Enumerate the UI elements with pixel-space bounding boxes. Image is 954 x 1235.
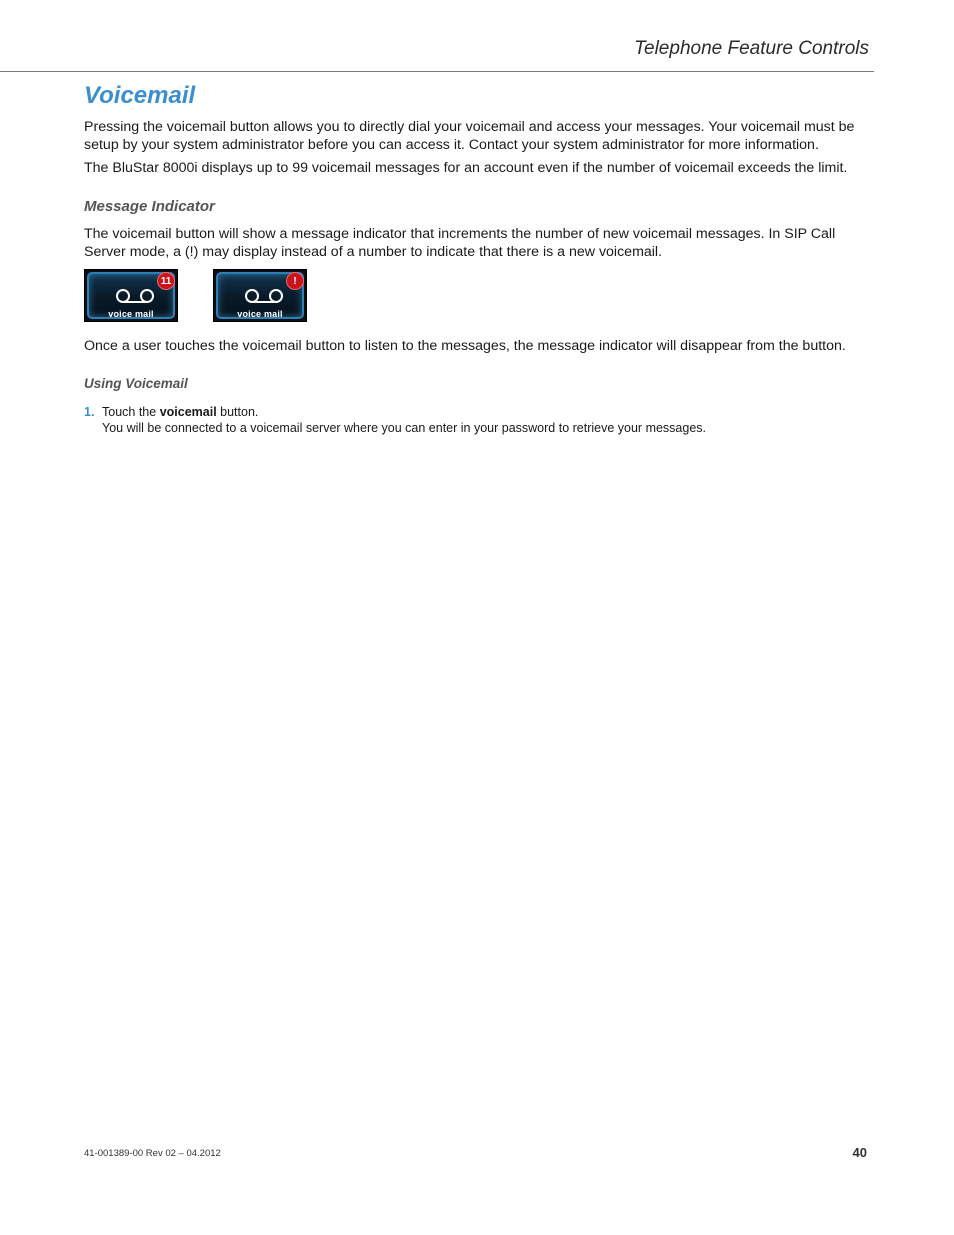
section-title: Telephone Feature Controls	[634, 38, 869, 59]
message-count-badge: 11	[157, 272, 175, 290]
page-number: 40	[852, 1145, 867, 1160]
step-body	[102, 404, 870, 436]
step-instruction	[102, 404, 870, 420]
voicemail-button-exclamation-badge[interactable]	[213, 269, 307, 322]
voicemail-button-examples	[84, 269, 870, 323]
indicator-disappear-paragraph: Once a user touches the voicemail button to listen to the messages, the message indicator will disappear from the button.	[84, 338, 846, 354]
message-indicator-paragraph: The voicemail button will show a message indicator that increments the number of new voicemail messages. In SIP Call Server mode, a (!) may display instead of a number to indicate that there is a new voicemail.	[84, 226, 836, 260]
document-number: 41-001389-00 Rev 02 – 04.2012	[84, 1148, 221, 1159]
message-indicator-heading: Message Indicator	[84, 198, 215, 215]
page-title: Voicemail	[84, 82, 196, 109]
step-detail: You will be connected to a voicemail server where you can enter in your password to retrieve your messages.	[102, 421, 707, 435]
voicemail-button-numeric-badge[interactable]	[84, 269, 178, 322]
using-voicemail-heading: Using Voicemail	[84, 376, 188, 391]
new-message-badge: !	[286, 272, 304, 290]
intro-paragraph: Pressing the voicemail button allows you to directly dial your voicemail and access your messages. Your voicemail must be setup by your system administrator before you can access it. Contact your system administrator for more information.	[84, 119, 855, 153]
voicemail-button-label: voice mail	[108, 309, 154, 319]
voicemail-icon	[244, 288, 284, 304]
voicemail-button-label: voice mail	[237, 309, 283, 319]
header-divider	[0, 71, 874, 72]
step-item	[84, 404, 870, 436]
limit-paragraph: The BluStar 8000i displays up to 99 voicemail messages for an account even if the number of voicemail exceeds the limit.	[84, 160, 848, 176]
page-content	[84, 80, 870, 436]
step-suffix: button.	[216, 405, 259, 419]
step-bold-term: voicemail	[159, 405, 217, 419]
step-prefix: Touch the	[102, 405, 160, 419]
steps-list	[84, 404, 870, 436]
step-number: 1.	[84, 405, 95, 419]
voicemail-icon	[115, 288, 155, 304]
